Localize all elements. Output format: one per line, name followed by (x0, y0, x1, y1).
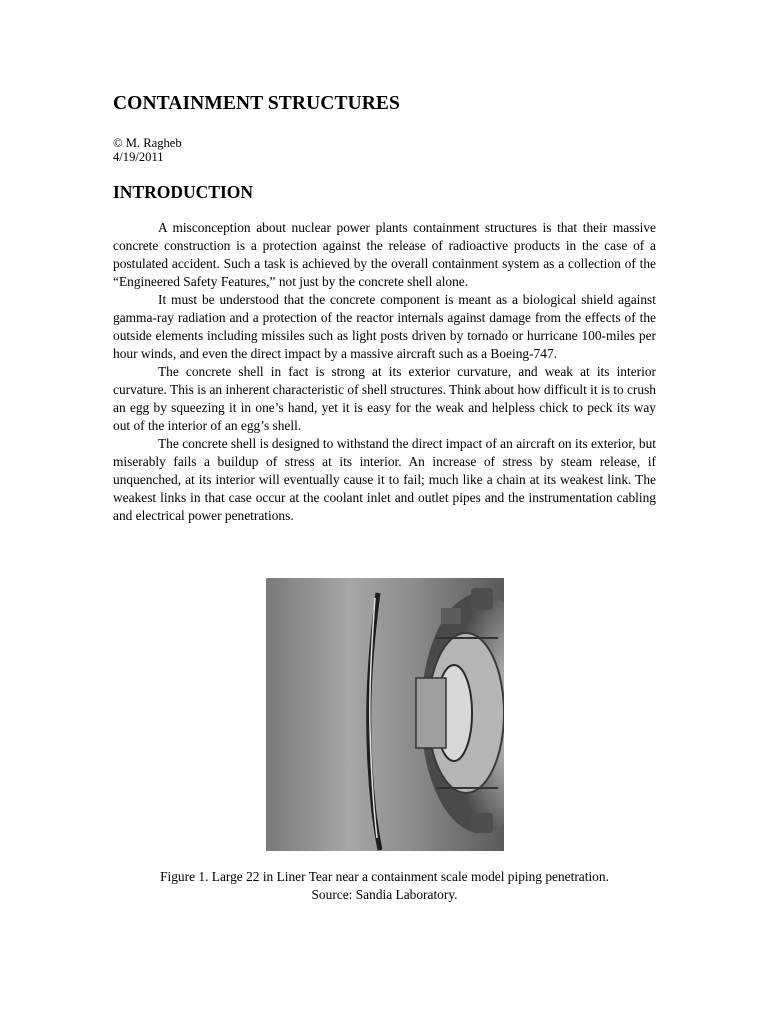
caption-source: Source: Sandia Laboratory. (311, 887, 458, 902)
paragraph: It must be understood that the concrete component is meant as a biological shield against gamma-ray radiation and a protection of the reactor internals against damage from the effects of the outside elements including missiles such as light posts driven by tornado or hurricane 100-miles per hour winds, and even the direct impact by a massive aircraft such as a Boeing-747. (113, 292, 656, 361)
paragraph: The concrete shell is designed to withstand the direct impact of an aircraft on its exterior, but miserably fails a buildup of stress at its interior. An increase of stress by steam release, if unquenched, at its interior will eventually cause it to fail; much like a chain at its weakest link. The weakest links in that case occur at the coolant inlet and outlet pipes and the instrumentation cabling and electrical power penetrations. (113, 436, 656, 523)
figure-photo (266, 578, 504, 851)
liner-tear-photo (266, 578, 504, 851)
paragraph: The concrete shell in fact is strong at its exterior curvature, and weak at its interior curvature. This is an inherent characteristic of shell structures. Think about how difficult it is to crush an egg by squeezing it in one’s hand, yet it is easy for the weak and helpless chick to peck its way out of the interior of an egg’s shell. (113, 364, 656, 433)
document-title: CONTAINMENT STRUCTURES (113, 93, 400, 114)
section-heading: INTRODUCTION (113, 182, 254, 202)
caption-line: Figure 1. Large 22 in Liner Tear near a containment scale model piping penetration. (160, 869, 609, 884)
body-text (113, 219, 656, 525)
author-line: © M. Ragheb (113, 136, 182, 150)
document-date: 4/19/2011 (113, 150, 164, 164)
figure-caption (113, 868, 656, 904)
document-meta (113, 136, 182, 164)
paragraph: A misconception about nuclear power plants containment structures is that their massive concrete construction is a protection against the release of radioactive products in the case of a postulated accident. Such a task is achieved by the overall containment system as a collection of the “Engineered Safety Features,” not just by the concrete shell alone. (113, 220, 656, 289)
